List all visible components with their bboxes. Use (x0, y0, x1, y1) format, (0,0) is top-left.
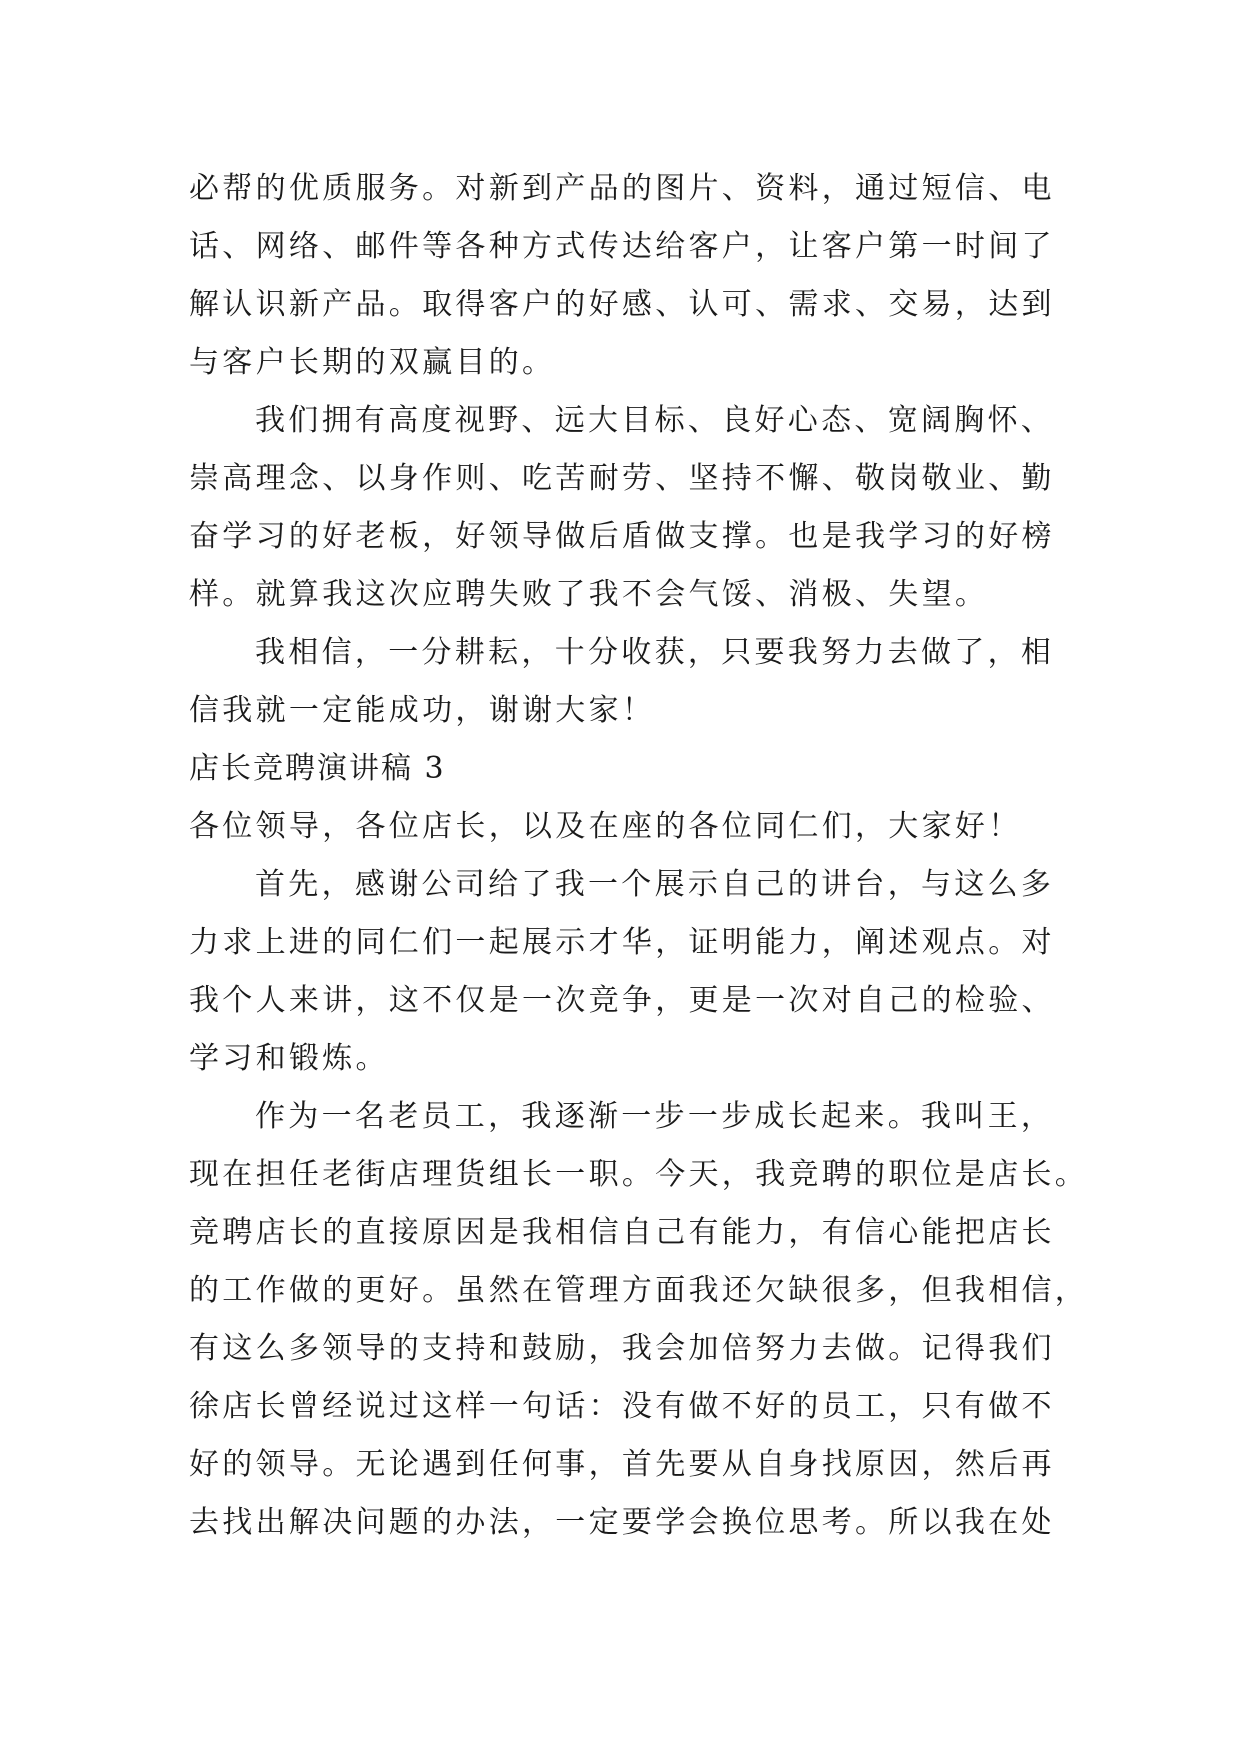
text-line: 好的领导。无论遇到任何事，首先要从自身找原因，然后再 (189, 1447, 1055, 1482)
section-heading: 店长竞聘演讲稿 3 (189, 751, 446, 786)
text-line: 我个人来讲，这不仅是一次竞争，更是一次对自己的检验、 (189, 983, 1055, 1018)
text-line: 有这么多领导的支持和鼓励，我会加倍努力去做。记得我们 (189, 1331, 1055, 1366)
text-line: 各位领导，各位店长，以及在座的各位同仁们，大家好！ (189, 809, 1022, 844)
text-line: 现在担任老街店理货组长一职。今天，我竞聘的职位是店长。 (189, 1157, 1089, 1192)
text-line: 必帮的优质服务。对新到产品的图片、资料，通过短信、电 (189, 171, 1055, 206)
text-line: 我们拥有高度视野、远大目标、良好心态、宽阔胸怀、 (255, 403, 1055, 438)
text-line: 与客户长期的双赢目的。 (189, 345, 556, 380)
text-line: 样。就算我这次应聘失败了我不会气馁、消极、失望。 (189, 577, 989, 612)
document-body (189, 160, 1089, 1552)
text-line: 话、网络、邮件等各种方式传达给客户，让客户第一时间了 (189, 229, 1055, 264)
text-line: 去找出解决问题的办法，一定要学会换位思考。所以我在处 (189, 1505, 1055, 1540)
text-line: 竞聘店长的直接原因是我相信自己有能力，有信心能把店长 (189, 1215, 1055, 1250)
text-line: 学习和锻炼。 (189, 1041, 389, 1076)
text-line: 解认识新产品。取得客户的好感、认可、需求、交易，达到 (189, 287, 1055, 322)
text-line: 奋学习的好老板，好领导做后盾做支撑。也是我学习的好榜 (189, 519, 1055, 554)
text-line: 崇高理念、以身作则、吃苦耐劳、坚持不懈、敬岗敬业、勤 (189, 461, 1055, 496)
text-line: 徐店长曾经说过这样一句话：没有做不好的员工，只有做不 (189, 1389, 1055, 1424)
text-line: 首先，感谢公司给了我一个展示自己的讲台，与这么多 (255, 867, 1055, 902)
text-line: 我相信，一分耕耘，十分收获，只要我努力去做了，相 (255, 635, 1055, 670)
text-line: 作为一名老员工，我逐渐一步一步成长起来。我叫王， (255, 1099, 1055, 1134)
text-line: 信我就一定能成功，谢谢大家！ (189, 693, 656, 728)
text-line: 的工作做的更好。虽然在管理方面我还欠缺很多，但我相信， (189, 1273, 1089, 1308)
text-line: 力求上进的同仁们一起展示才华，证明能力，阐述观点。对 (189, 925, 1055, 960)
